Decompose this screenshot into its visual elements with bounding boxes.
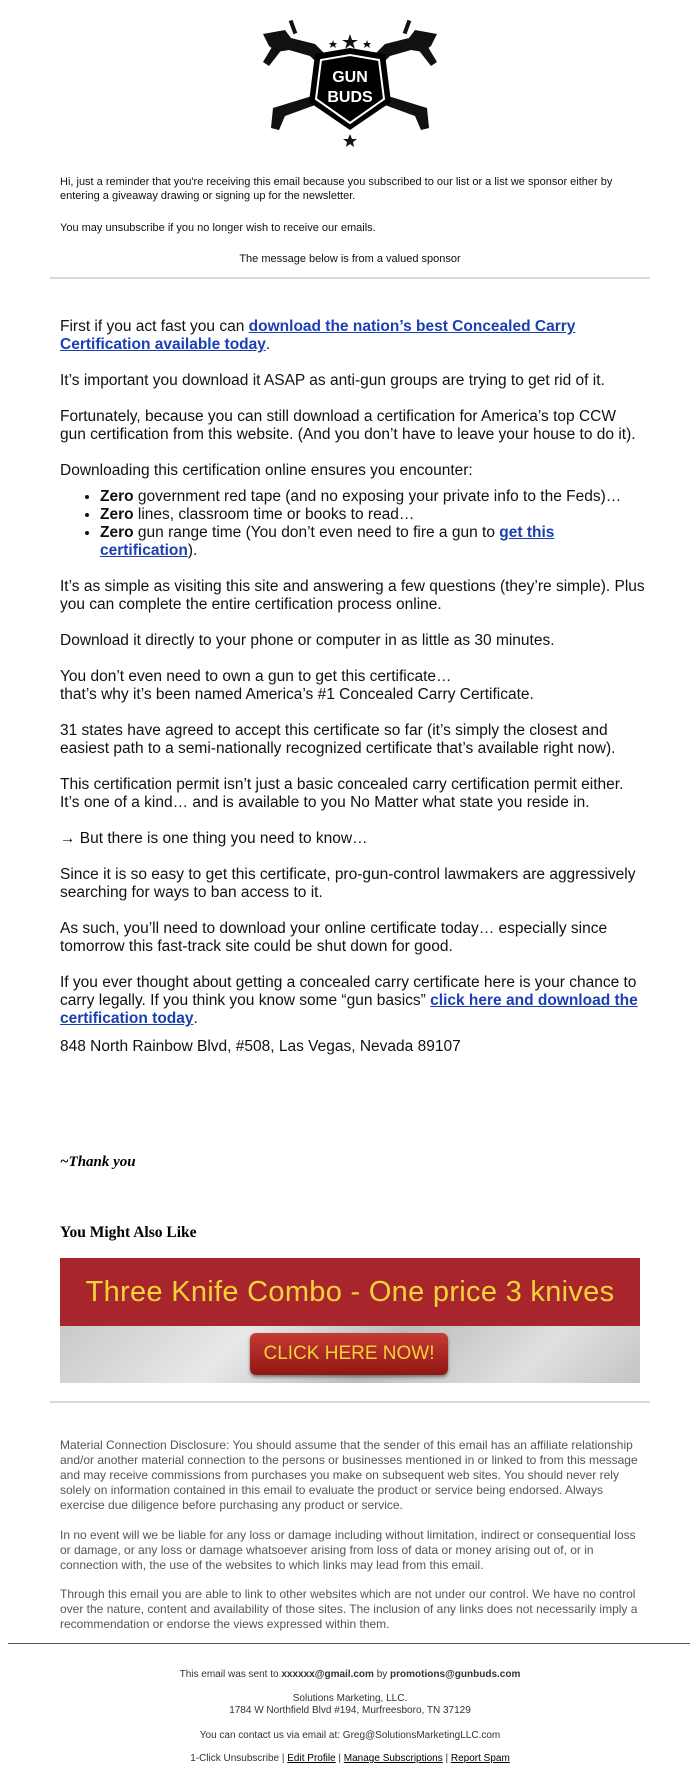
paragraph: 31 states have agreed to accept this certificate so far (it’s simply the closest and easiest path to a semi-nationally recognized certificate that’s available right now). — [60, 722, 616, 757]
paragraph: It’s important you download it ASAP as anti-gun groups are trying to get rid of it. — [60, 372, 605, 389]
benefits-list — [60, 488, 645, 560]
report-spam-link[interactable]: Report Spam — [450, 1753, 510, 1764]
divider — [50, 1401, 650, 1403]
footer-divider — [8, 1643, 690, 1644]
list-item: • Zero gun range time (You don’t even need to fire a gun to get this certification). — [100, 524, 645, 560]
promo-banner[interactable] — [60, 1258, 640, 1383]
paragraph-intro: First if you act fast you can download the nation’s best Concealed Carry Certification available today. — [60, 318, 576, 353]
disclosure-paragraph: Material Connection Disclosure: You should assume that the sender of this email has an affiliate relationship and/or another material connection to the persons or businesses mentioned in or linked to from this message and may receive commissions from purchases you make on subsequent web sites. You should never rely solely on information contained in this email to evaluate the product or service being endorsed. Always exercise due diligence before purchasing any product or service. — [60, 1438, 638, 1512]
sponsor-address: 848 North Rainbow Blvd, #508, Las Vegas, Nevada 89107 — [60, 1038, 461, 1055]
recipient-email: xxxxxx@gmail.com — [281, 1669, 374, 1680]
company-name: Solutions Marketing, LLC. — [292, 1693, 408, 1704]
paragraph: Download it directly to your phone or computer in as little as 30 minutes. — [60, 632, 555, 649]
sender-email: promotions@gunbuds.com — [390, 1669, 521, 1680]
paragraph: As such, you’ll need to download your online certificate today… especially since tomorrow this fast-track site could be shut down for good. — [60, 920, 608, 955]
divider — [50, 277, 650, 279]
sign-off: ~Thank you — [60, 1154, 136, 1170]
paragraph-cta: If you ever thought about getting a concealed carry certificate here is your chance to carry legally. If you think you know some “gun basics” click here and download the certification today. — [60, 974, 638, 1027]
one-click-unsubscribe-label: 1-Click Unsubscribe — [190, 1753, 280, 1764]
sponsor-notice: The message below is from a valued sponsor — [239, 253, 461, 265]
list-item: • Zero government red tape (and no exposing your private info to the Feds)… — [100, 488, 645, 506]
liability-paragraph: In no event will we be liable for any loss or damage including without limitation, indirect or consequential loss or damage, or any loss or damage whatsoever arising from loss of data or money arising out of, or in connection with, the use of the websites to which links may lead from this email. — [60, 1528, 636, 1572]
edit-profile-link[interactable]: Edit Profile — [287, 1753, 336, 1764]
preheader-notice: Hi, just a reminder that you're receiving this email because you subscribed to our list or a list we sponsor either by entering a giveaway drawing or signing up for the newsletter. — [60, 176, 613, 202]
paragraph: Downloading this certification online ensures you encounter: — [60, 462, 473, 479]
unsubscribe-notice: You may unsubscribe if you no longer wish to receive our emails. — [60, 222, 376, 234]
click-here-download-link[interactable]: click here and download the certification today — [60, 992, 638, 1027]
logo-text-buds: BUDS — [327, 89, 373, 106]
paragraph: You don’t even need to own a gun to get this certificate… that’s why it’s been named America’s #1 Concealed Carry Certificate. — [60, 668, 534, 703]
promo-banner-background — [60, 1326, 640, 1383]
footer-links: 1-Click Unsubscribe | Edit Profile | Manage Subscriptions | Report Spam — [190, 1753, 510, 1764]
list-item: • Zero lines, classroom time or books to read… — [100, 506, 645, 524]
download-certification-link[interactable]: download the nation’s best Concealed Carry Certification available today — [60, 318, 576, 353]
paragraph: Fortunately, because you can still download a certification for America’s top CCW gun certification from this website. (And you don’t have to leave your house to do it). — [60, 408, 636, 443]
email-body — [60, 318, 645, 1074]
company-address: 1784 W Northfield Blvd #194, Murfreesboro, TN 37129 — [229, 1705, 471, 1716]
get-certification-link[interactable]: get this certification — [100, 524, 555, 559]
external-links-paragraph: Through this email you are able to link to other websites which are not under our control. We have no control over the nature, content and availability of those sites. The inclusion of any links does not necessarily imply a recommendation or endorse the views expressed within them. — [60, 1587, 638, 1631]
contact-line: You can contact us via email at: Greg@SolutionsMarketingLLC.com — [199, 1730, 501, 1741]
paragraph: It’s as simple as visiting this site and answering a few questions (they’re simple). Plus you can complete the entire certification process online. — [60, 578, 645, 613]
logo-text-gun: GUN — [332, 69, 368, 86]
sent-to-line: This email was sent to xxxxxx@gmail.com by promotions@gunbuds.com — [179, 1669, 521, 1680]
paragraph: This certification permit isn’t just a basic concealed carry certification permit either. It’s one of a kind… and is available to you No Matter what state you reside in. — [60, 776, 624, 811]
click-here-now-button[interactable]: CLICK HERE NOW! — [250, 1333, 448, 1375]
manage-subscriptions-link[interactable]: Manage Subscriptions — [343, 1753, 443, 1764]
promo-heading: You Might Also Like — [60, 1224, 197, 1241]
paragraph: → But there is one thing you need to know… — [60, 830, 368, 847]
paragraph: Since it is so easy to get this certificate, pro-gun-control lawmakers are aggressively searching for ways to ban access to it. — [60, 866, 636, 901]
promo-banner-title: Three Knife Combo - One price 3 knives — [60, 1258, 640, 1326]
gun-buds-logo — [255, 12, 445, 152]
